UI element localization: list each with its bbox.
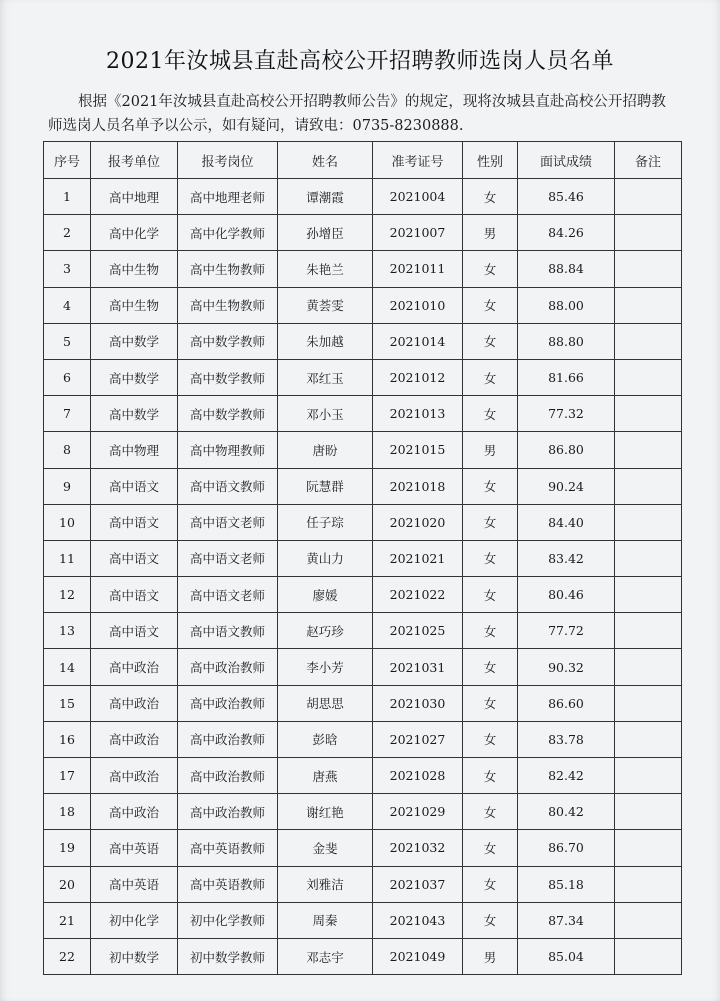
header-cell-exam-id: 准考证号 — [373, 142, 463, 179]
cell-score: 83.42 — [518, 540, 615, 576]
cell-gender: 女 — [463, 287, 518, 323]
cell-gender: 女 — [463, 866, 518, 902]
cell-remarks — [615, 504, 682, 540]
header-cell-gender: 性别 — [463, 142, 518, 179]
cell-index: 18 — [44, 794, 91, 830]
cell-name: 任子琮 — [278, 504, 373, 540]
intro-paragraph: 根据《2021年汝城县直赴高校公开招聘教师公告》的规定，现将汝城县直赴高校公开招聘教师选岗人员名单予以公示，如有疑问，请致电：0735-8230888. — [48, 94, 666, 134]
cell-remarks — [615, 396, 682, 432]
cell-gender: 女 — [463, 179, 518, 215]
cell-name: 谢红艳 — [278, 794, 373, 830]
cell-gender: 女 — [463, 504, 518, 540]
cell-unit: 高中语文 — [91, 613, 178, 649]
cell-gender: 女 — [463, 613, 518, 649]
cell-exam-id: 2021037 — [373, 866, 463, 902]
cell-index: 6 — [44, 359, 91, 395]
cell-score: 85.18 — [518, 866, 615, 902]
cell-unit: 高中语文 — [91, 577, 178, 613]
cell-position: 高中数学教师 — [178, 396, 278, 432]
cell-unit: 高中政治 — [91, 794, 178, 830]
table-row — [44, 685, 682, 721]
cell-name: 谭潮霞 — [278, 179, 373, 215]
cell-unit: 高中地理 — [91, 179, 178, 215]
cell-exam-id: 2021022 — [373, 577, 463, 613]
cell-exam-id: 2021013 — [373, 396, 463, 432]
cell-position: 高中地理老师 — [178, 179, 278, 215]
table-row — [44, 396, 682, 432]
cell-score: 87.34 — [518, 902, 615, 938]
cell-unit: 高中语文 — [91, 468, 178, 504]
cell-score: 85.46 — [518, 179, 615, 215]
cell-name: 彭晗 — [278, 721, 373, 757]
cell-index: 10 — [44, 504, 91, 540]
cell-remarks — [615, 649, 682, 685]
cell-position: 初中化学教师 — [178, 902, 278, 938]
table-row — [44, 432, 682, 468]
cell-unit: 高中政治 — [91, 649, 178, 685]
table-row — [44, 866, 682, 902]
cell-unit: 初中数学 — [91, 938, 178, 974]
cell-score: 82.42 — [518, 758, 615, 794]
header-cell-score: 面试成绩 — [518, 142, 615, 179]
cell-exam-id: 2021025 — [373, 613, 463, 649]
cell-remarks — [615, 758, 682, 794]
cell-position: 高中数学教师 — [178, 323, 278, 359]
cell-gender: 女 — [463, 685, 518, 721]
cell-position: 高中生物教师 — [178, 251, 278, 287]
cell-exam-id: 2021014 — [373, 323, 463, 359]
cell-exam-id: 2021004 — [373, 179, 463, 215]
cell-score: 81.66 — [518, 359, 615, 395]
header-cell-index: 序号 — [44, 142, 91, 179]
cell-unit: 高中化学 — [91, 215, 178, 251]
cell-exam-id: 2021012 — [373, 359, 463, 395]
cell-unit: 高中政治 — [91, 758, 178, 794]
cell-exam-id: 2021007 — [373, 215, 463, 251]
cell-score: 90.32 — [518, 649, 615, 685]
cell-gender: 女 — [463, 902, 518, 938]
cell-gender: 女 — [463, 830, 518, 866]
table-row — [44, 721, 682, 757]
candidate-table — [43, 141, 682, 975]
cell-position: 高中政治教师 — [178, 649, 278, 685]
cell-index: 15 — [44, 685, 91, 721]
table-row — [44, 649, 682, 685]
cell-remarks — [615, 938, 682, 974]
cell-index: 9 — [44, 468, 91, 504]
cell-name: 胡思思 — [278, 685, 373, 721]
cell-score: 77.32 — [518, 396, 615, 432]
cell-name: 刘雅洁 — [278, 866, 373, 902]
cell-position: 高中生物教师 — [178, 287, 278, 323]
cell-index: 16 — [44, 721, 91, 757]
cell-remarks — [615, 902, 682, 938]
table-row — [44, 830, 682, 866]
cell-name: 朱艳兰 — [278, 251, 373, 287]
cell-exam-id: 2021043 — [373, 902, 463, 938]
cell-position: 高中政治教师 — [178, 758, 278, 794]
cell-score: 77.72 — [518, 613, 615, 649]
cell-score: 83.78 — [518, 721, 615, 757]
cell-index: 14 — [44, 649, 91, 685]
table-row — [44, 468, 682, 504]
header-cell-remarks: 备注 — [615, 142, 682, 179]
cell-index: 12 — [44, 577, 91, 613]
cell-score: 80.46 — [518, 577, 615, 613]
table-row — [44, 323, 682, 359]
table-row — [44, 902, 682, 938]
cell-exam-id: 2021027 — [373, 721, 463, 757]
cell-unit: 高中数学 — [91, 396, 178, 432]
cell-position: 高中政治教师 — [178, 794, 278, 830]
cell-score: 80.42 — [518, 794, 615, 830]
table-row — [44, 179, 682, 215]
cell-name: 金斐 — [278, 830, 373, 866]
cell-position: 高中语文教师 — [178, 613, 278, 649]
cell-score: 85.04 — [518, 938, 615, 974]
cell-index: 20 — [44, 866, 91, 902]
cell-name: 黄山力 — [278, 540, 373, 576]
cell-index: 1 — [44, 179, 91, 215]
cell-position: 高中英语教师 — [178, 830, 278, 866]
cell-remarks — [615, 432, 682, 468]
cell-exam-id: 2021018 — [373, 468, 463, 504]
cell-score: 90.24 — [518, 468, 615, 504]
table-row — [44, 577, 682, 613]
cell-exam-id: 2021029 — [373, 794, 463, 830]
cell-name: 李小芳 — [278, 649, 373, 685]
cell-score: 88.80 — [518, 323, 615, 359]
cell-exam-id: 2021032 — [373, 830, 463, 866]
cell-gender: 女 — [463, 359, 518, 395]
cell-index: 19 — [44, 830, 91, 866]
table-row — [44, 287, 682, 323]
table-row — [44, 613, 682, 649]
cell-gender: 女 — [463, 758, 518, 794]
cell-gender: 女 — [463, 649, 518, 685]
cell-remarks — [615, 830, 682, 866]
table-row — [44, 215, 682, 251]
cell-gender: 女 — [463, 396, 518, 432]
table-row — [44, 504, 682, 540]
cell-position: 高中语文教师 — [178, 468, 278, 504]
cell-remarks — [615, 613, 682, 649]
cell-score: 86.70 — [518, 830, 615, 866]
table-row — [44, 359, 682, 395]
cell-exam-id: 2021021 — [373, 540, 463, 576]
cell-unit: 高中数学 — [91, 323, 178, 359]
table-body — [44, 179, 682, 975]
cell-unit: 高中英语 — [91, 830, 178, 866]
cell-remarks — [615, 794, 682, 830]
cell-gender: 女 — [463, 577, 518, 613]
cell-name: 孙增臣 — [278, 215, 373, 251]
cell-index: 7 — [44, 396, 91, 432]
cell-unit: 高中政治 — [91, 685, 178, 721]
cell-index: 4 — [44, 287, 91, 323]
table-row — [44, 251, 682, 287]
cell-exam-id: 2021015 — [373, 432, 463, 468]
cell-index: 22 — [44, 938, 91, 974]
cell-index: 3 — [44, 251, 91, 287]
cell-gender: 女 — [463, 794, 518, 830]
cell-gender: 女 — [463, 540, 518, 576]
cell-remarks — [615, 251, 682, 287]
cell-remarks — [615, 685, 682, 721]
cell-unit: 高中语文 — [91, 540, 178, 576]
cell-unit: 高中生物 — [91, 251, 178, 287]
cell-score: 84.26 — [518, 215, 615, 251]
header-cell-unit: 报考单位 — [91, 142, 178, 179]
cell-position: 高中语文老师 — [178, 540, 278, 576]
cell-index: 17 — [44, 758, 91, 794]
cell-name: 唐燕 — [278, 758, 373, 794]
cell-index: 11 — [44, 540, 91, 576]
cell-position: 高中英语教师 — [178, 866, 278, 902]
cell-name: 邓红玉 — [278, 359, 373, 395]
cell-index: 2 — [44, 215, 91, 251]
cell-unit: 高中生物 — [91, 287, 178, 323]
cell-name: 廖媛 — [278, 577, 373, 613]
cell-gender: 女 — [463, 468, 518, 504]
cell-score: 86.80 — [518, 432, 615, 468]
cell-unit: 初中化学 — [91, 902, 178, 938]
table-row — [44, 794, 682, 830]
cell-position: 高中语文老师 — [178, 577, 278, 613]
cell-position: 高中政治教师 — [178, 721, 278, 757]
cell-remarks — [615, 215, 682, 251]
cell-exam-id: 2021030 — [373, 685, 463, 721]
cell-score: 86.60 — [518, 685, 615, 721]
cell-unit: 高中政治 — [91, 721, 178, 757]
table-header-row — [44, 142, 682, 179]
header-cell-position: 报考岗位 — [178, 142, 278, 179]
cell-gender: 女 — [463, 323, 518, 359]
cell-remarks — [615, 866, 682, 902]
table-row — [44, 938, 682, 974]
cell-score: 84.40 — [518, 504, 615, 540]
cell-remarks — [615, 287, 682, 323]
cell-unit: 高中英语 — [91, 866, 178, 902]
cell-position: 高中物理教师 — [178, 432, 278, 468]
cell-remarks — [615, 179, 682, 215]
cell-name: 赵巧珍 — [278, 613, 373, 649]
cell-remarks — [615, 540, 682, 576]
cell-exam-id: 2021049 — [373, 938, 463, 974]
cell-position: 初中数学教师 — [178, 938, 278, 974]
cell-index: 21 — [44, 902, 91, 938]
cell-name: 周秦 — [278, 902, 373, 938]
cell-exam-id: 2021020 — [373, 504, 463, 540]
cell-name: 黄荟雯 — [278, 287, 373, 323]
cell-gender: 男 — [463, 938, 518, 974]
cell-exam-id: 2021031 — [373, 649, 463, 685]
cell-remarks — [615, 468, 682, 504]
cell-remarks — [615, 359, 682, 395]
cell-unit: 高中数学 — [91, 359, 178, 395]
cell-gender: 女 — [463, 721, 518, 757]
cell-name: 邓小玉 — [278, 396, 373, 432]
cell-gender: 男 — [463, 215, 518, 251]
document-title: 2021年汝城县直赴高校公开招聘教师选岗人员名单 — [106, 49, 614, 74]
cell-index: 13 — [44, 613, 91, 649]
cell-remarks — [615, 323, 682, 359]
cell-remarks — [615, 577, 682, 613]
cell-position: 高中语文老师 — [178, 504, 278, 540]
table-row — [44, 540, 682, 576]
cell-name: 阮慧群 — [278, 468, 373, 504]
cell-position: 高中化学教师 — [178, 215, 278, 251]
cell-exam-id: 2021010 — [373, 287, 463, 323]
cell-index: 8 — [44, 432, 91, 468]
cell-position: 高中政治教师 — [178, 685, 278, 721]
cell-score: 88.84 — [518, 251, 615, 287]
cell-remarks — [615, 721, 682, 757]
cell-score: 88.00 — [518, 287, 615, 323]
cell-position: 高中数学教师 — [178, 359, 278, 395]
table-row — [44, 758, 682, 794]
cell-exam-id: 2021011 — [373, 251, 463, 287]
header-cell-name: 姓名 — [278, 142, 373, 179]
cell-name: 唐盼 — [278, 432, 373, 468]
cell-unit: 高中语文 — [91, 504, 178, 540]
cell-index: 5 — [44, 323, 91, 359]
cell-unit: 高中物理 — [91, 432, 178, 468]
cell-name: 朱加越 — [278, 323, 373, 359]
cell-name: 邓志宇 — [278, 938, 373, 974]
cell-gender: 女 — [463, 251, 518, 287]
cell-exam-id: 2021028 — [373, 758, 463, 794]
cell-gender: 男 — [463, 432, 518, 468]
